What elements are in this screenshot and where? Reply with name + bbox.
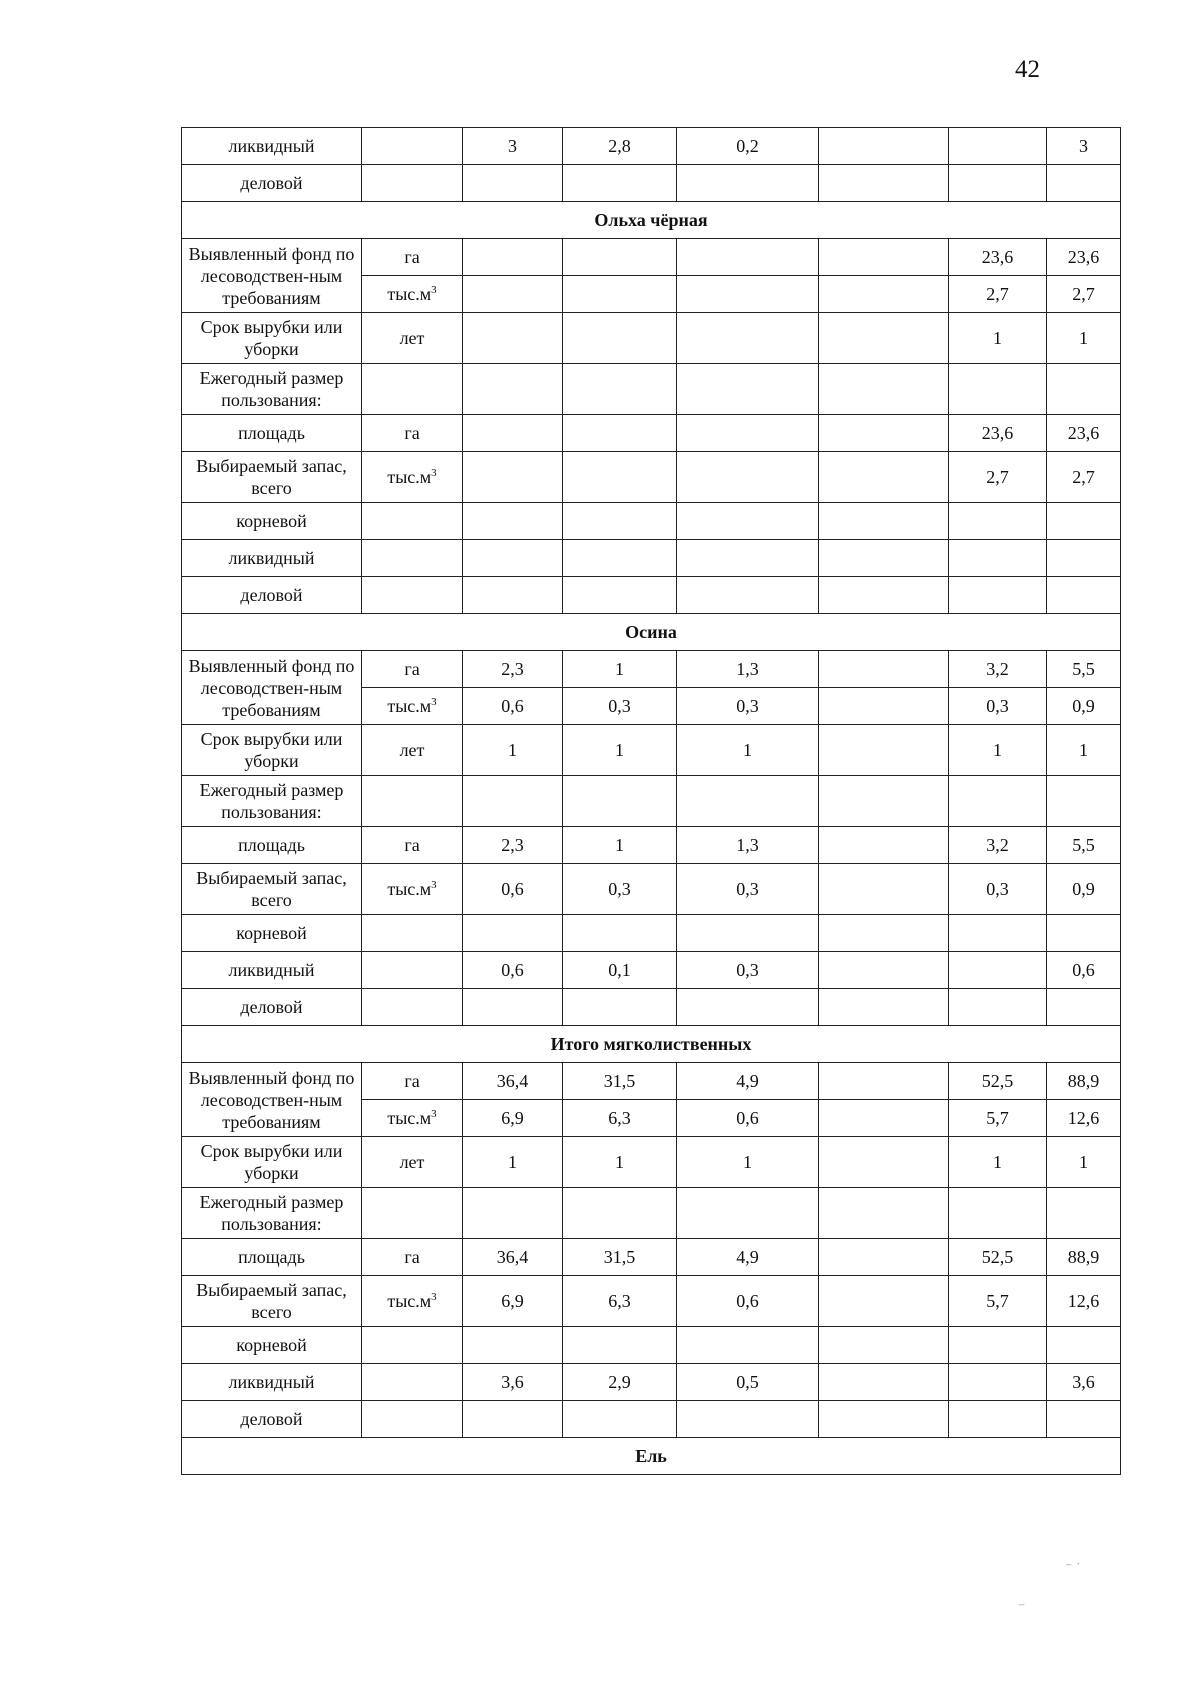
value-cell: 0,2 — [677, 128, 819, 165]
unit-cell — [362, 503, 463, 540]
value-cell — [563, 165, 677, 202]
unit-text: га — [404, 247, 420, 267]
value-cell — [819, 128, 949, 165]
value-cell: 0,6 — [677, 1100, 819, 1137]
unit-superscript: 3 — [431, 1108, 437, 1120]
value-cell: 1 — [677, 1137, 819, 1188]
value-cell: 1 — [949, 1137, 1047, 1188]
value-cell: 5,7 — [949, 1276, 1047, 1327]
empty-cell — [463, 1188, 563, 1239]
value-cell — [819, 313, 949, 364]
forest-usage-table — [181, 127, 1121, 1475]
value-cell: 2,3 — [463, 827, 563, 864]
empty-cell — [819, 776, 949, 827]
value-cell: 2,7 — [949, 276, 1047, 313]
value-cell — [819, 915, 949, 952]
unit-cell — [362, 452, 463, 503]
value-cell: 0,3 — [949, 688, 1047, 725]
section-title: Итого мягколиственных — [182, 1026, 1121, 1063]
row-label: ликвидный — [182, 540, 362, 577]
value-cell — [819, 452, 949, 503]
row-label: корневой — [182, 503, 362, 540]
row-label: деловой — [182, 1401, 362, 1438]
value-cell: 0,6 — [463, 952, 563, 989]
row-label: Срок вырубки или уборки — [182, 313, 362, 364]
empty-cell — [563, 364, 677, 415]
value-cell: 31,5 — [563, 1063, 677, 1100]
value-cell — [949, 989, 1047, 1026]
value-cell — [949, 1327, 1047, 1364]
row-label: деловой — [182, 577, 362, 614]
value-cell — [819, 1239, 949, 1276]
empty-cell — [1047, 1188, 1121, 1239]
value-cell: 0,1 — [563, 952, 677, 989]
empty-cell — [362, 776, 463, 827]
value-cell — [1047, 989, 1121, 1026]
value-cell: 0,9 — [1047, 864, 1121, 915]
value-cell: 2,9 — [563, 1364, 677, 1401]
value-cell: 6,9 — [463, 1100, 563, 1137]
table-row — [182, 864, 1121, 915]
unit-cell — [362, 276, 463, 313]
value-cell — [463, 989, 563, 1026]
row-label: деловой — [182, 165, 362, 202]
value-cell — [677, 577, 819, 614]
value-cell — [677, 1401, 819, 1438]
unit-text: тыс.м — [387, 284, 432, 304]
row-label: ликвидный — [182, 1364, 362, 1401]
value-cell: 0,6 — [463, 688, 563, 725]
unit-cell — [362, 1364, 463, 1401]
value-cell — [463, 276, 563, 313]
row-label: корневой — [182, 915, 362, 952]
table-row — [182, 128, 1121, 165]
value-cell: 0,3 — [563, 688, 677, 725]
row-label: Выбираемый запас, всего — [182, 452, 362, 503]
row-label: ликвидный — [182, 952, 362, 989]
value-cell — [949, 577, 1047, 614]
empty-cell — [677, 776, 819, 827]
value-cell — [463, 915, 563, 952]
value-cell: 0,3 — [563, 864, 677, 915]
empty-cell — [1047, 364, 1121, 415]
unit-cell — [362, 577, 463, 614]
unit-text: тыс.м — [387, 1291, 432, 1311]
value-cell: 52,5 — [949, 1239, 1047, 1276]
value-cell: 12,6 — [1047, 1276, 1121, 1327]
value-cell — [949, 128, 1047, 165]
row-label: Ежегодный размер пользования: — [182, 776, 362, 827]
table-row — [182, 1239, 1121, 1276]
value-cell — [1047, 503, 1121, 540]
value-cell — [677, 276, 819, 313]
empty-cell — [362, 364, 463, 415]
unit-text: тыс.м — [387, 1108, 432, 1128]
value-cell: 1 — [677, 725, 819, 776]
value-cell — [819, 239, 949, 276]
unit-text: тыс.м — [387, 879, 432, 899]
value-cell — [819, 1364, 949, 1401]
value-cell: 3 — [1047, 128, 1121, 165]
row-label: деловой — [182, 989, 362, 1026]
value-cell — [677, 989, 819, 1026]
value-cell — [563, 915, 677, 952]
table-row — [182, 415, 1121, 452]
value-cell — [819, 989, 949, 1026]
unit-text: лет — [399, 1152, 425, 1172]
unit-cell — [362, 952, 463, 989]
value-cell — [463, 239, 563, 276]
row-label: Выявленный фонд по лесоводствен-ным требованиям — [182, 1063, 362, 1137]
empty-cell — [362, 1188, 463, 1239]
value-cell — [463, 415, 563, 452]
section-header-row — [182, 202, 1121, 239]
unit-cell — [362, 864, 463, 915]
value-cell — [463, 1327, 563, 1364]
unit-cell — [362, 1100, 463, 1137]
value-cell — [819, 1100, 949, 1137]
value-cell: 2,7 — [1047, 276, 1121, 313]
section-title: Осина — [182, 614, 1121, 651]
value-cell: 0,9 — [1047, 688, 1121, 725]
empty-cell — [819, 364, 949, 415]
empty-cell — [949, 776, 1047, 827]
value-cell — [1047, 1401, 1121, 1438]
unit-text: тыс.м — [387, 696, 432, 716]
value-cell: 0,6 — [677, 1276, 819, 1327]
value-cell — [563, 239, 677, 276]
value-cell: 4,9 — [677, 1239, 819, 1276]
empty-cell — [463, 364, 563, 415]
empty-cell — [819, 1188, 949, 1239]
unit-text: лет — [399, 328, 425, 348]
row-label: Ежегодный размер пользования: — [182, 364, 362, 415]
value-cell — [819, 577, 949, 614]
value-cell: 1 — [563, 725, 677, 776]
value-cell — [819, 725, 949, 776]
table-row — [182, 1327, 1121, 1364]
empty-cell — [677, 364, 819, 415]
table-row — [182, 577, 1121, 614]
value-cell — [819, 1137, 949, 1188]
value-cell: 3 — [463, 128, 563, 165]
value-cell: 23,6 — [1047, 239, 1121, 276]
table-row — [182, 725, 1121, 776]
value-cell: 3,6 — [463, 1364, 563, 1401]
table-row — [182, 503, 1121, 540]
value-cell: 0,3 — [949, 864, 1047, 915]
value-cell: 1 — [1047, 725, 1121, 776]
empty-cell — [949, 1188, 1047, 1239]
value-cell — [463, 577, 563, 614]
unit-cell — [362, 1276, 463, 1327]
value-cell — [1047, 577, 1121, 614]
value-cell — [563, 452, 677, 503]
value-cell: 1,3 — [677, 651, 819, 688]
section-header-row — [182, 1026, 1121, 1063]
row-label: площадь — [182, 827, 362, 864]
value-cell — [563, 313, 677, 364]
value-cell: 1 — [1047, 1137, 1121, 1188]
value-cell — [819, 1327, 949, 1364]
value-cell — [949, 952, 1047, 989]
value-cell: 1 — [1047, 313, 1121, 364]
value-cell — [677, 540, 819, 577]
value-cell — [563, 1401, 677, 1438]
row-label: площадь — [182, 1239, 362, 1276]
value-cell — [949, 1401, 1047, 1438]
table-row — [182, 1276, 1121, 1327]
value-cell — [949, 540, 1047, 577]
value-cell — [563, 1327, 677, 1364]
unit-cell — [362, 415, 463, 452]
unit-cell — [362, 1401, 463, 1438]
value-cell: 0,3 — [677, 952, 819, 989]
unit-superscript: 3 — [431, 1291, 437, 1303]
unit-cell — [362, 989, 463, 1026]
value-cell — [677, 313, 819, 364]
value-cell — [819, 827, 949, 864]
value-cell — [563, 577, 677, 614]
value-cell: 5,7 — [949, 1100, 1047, 1137]
row-label: Выбираемый запас, всего — [182, 864, 362, 915]
value-cell: 2,3 — [463, 651, 563, 688]
unit-superscript: 3 — [431, 467, 437, 479]
value-cell: 0,6 — [1047, 952, 1121, 989]
value-cell — [819, 952, 949, 989]
value-cell: 1 — [949, 313, 1047, 364]
section-title: Ольха чёрная — [182, 202, 1121, 239]
value-cell — [949, 1364, 1047, 1401]
unit-superscript: 3 — [431, 879, 437, 891]
value-cell: 52,5 — [949, 1063, 1047, 1100]
row-label: корневой — [182, 1327, 362, 1364]
table-row — [182, 1063, 1121, 1100]
value-cell — [463, 503, 563, 540]
value-cell: 2,7 — [949, 452, 1047, 503]
unit-cell — [362, 651, 463, 688]
value-cell: 6,9 — [463, 1276, 563, 1327]
value-cell: 12,6 — [1047, 1100, 1121, 1137]
table-row — [182, 989, 1121, 1026]
unit-text: га — [404, 835, 420, 855]
value-cell — [819, 688, 949, 725]
value-cell — [563, 989, 677, 1026]
page-number: 42 — [1015, 56, 1040, 83]
value-cell — [677, 503, 819, 540]
table-row — [182, 239, 1121, 276]
value-cell — [1047, 915, 1121, 952]
value-cell: 5,5 — [1047, 651, 1121, 688]
value-cell — [819, 1401, 949, 1438]
value-cell — [677, 915, 819, 952]
section-title: Ель — [182, 1438, 1121, 1475]
value-cell — [677, 165, 819, 202]
unit-cell — [362, 239, 463, 276]
table-row — [182, 915, 1121, 952]
unit-cell — [362, 915, 463, 952]
empty-cell — [677, 1188, 819, 1239]
value-cell — [949, 165, 1047, 202]
unit-superscript: 3 — [431, 696, 437, 708]
value-cell: 1 — [563, 1137, 677, 1188]
value-cell — [819, 864, 949, 915]
value-cell — [463, 452, 563, 503]
unit-text: га — [404, 423, 420, 443]
table-row — [182, 1137, 1121, 1188]
value-cell — [1047, 540, 1121, 577]
value-cell: 88,9 — [1047, 1063, 1121, 1100]
row-label: Ежегодный размер пользования: — [182, 1188, 362, 1239]
value-cell — [463, 1401, 563, 1438]
value-cell: 23,6 — [949, 239, 1047, 276]
unit-cell — [362, 725, 463, 776]
value-cell — [819, 503, 949, 540]
value-cell: 4,9 — [677, 1063, 819, 1100]
row-label: Выбираемый запас, всего — [182, 1276, 362, 1327]
value-cell: 36,4 — [463, 1239, 563, 1276]
value-cell — [1047, 165, 1121, 202]
empty-cell — [463, 776, 563, 827]
value-cell: 6,3 — [563, 1276, 677, 1327]
value-cell — [819, 276, 949, 313]
table-row — [182, 313, 1121, 364]
value-cell: 1 — [949, 725, 1047, 776]
unit-text: га — [404, 1071, 420, 1091]
value-cell: 1 — [463, 1137, 563, 1188]
scan-speck: ⁻ — [1018, 1601, 1026, 1616]
value-cell — [463, 540, 563, 577]
value-cell — [819, 651, 949, 688]
value-cell — [819, 415, 949, 452]
table-row — [182, 364, 1121, 415]
empty-cell — [563, 776, 677, 827]
value-cell: 0,3 — [677, 688, 819, 725]
unit-cell — [362, 827, 463, 864]
empty-cell — [949, 364, 1047, 415]
table-row — [182, 540, 1121, 577]
value-cell: 1 — [563, 651, 677, 688]
row-label: ликвидный — [182, 128, 362, 165]
unit-text: лет — [399, 740, 425, 760]
value-cell: 36,4 — [463, 1063, 563, 1100]
value-cell — [819, 540, 949, 577]
value-cell: 23,6 — [1047, 415, 1121, 452]
table-row — [182, 651, 1121, 688]
value-cell — [949, 503, 1047, 540]
section-header-row — [182, 614, 1121, 651]
unit-cell — [362, 1239, 463, 1276]
table-row — [182, 952, 1121, 989]
value-cell: 1,3 — [677, 827, 819, 864]
unit-superscript: 3 — [431, 284, 437, 296]
value-cell: 23,6 — [949, 415, 1047, 452]
row-label: Срок вырубки или уборки — [182, 1137, 362, 1188]
value-cell: 0,5 — [677, 1364, 819, 1401]
value-cell — [463, 165, 563, 202]
unit-cell — [362, 128, 463, 165]
value-cell: 1 — [463, 725, 563, 776]
empty-cell — [1047, 776, 1121, 827]
table-row — [182, 1401, 1121, 1438]
value-cell: 5,5 — [1047, 827, 1121, 864]
table-row — [182, 827, 1121, 864]
section-header-row — [182, 1438, 1121, 1475]
value-cell: 1 — [563, 827, 677, 864]
value-cell: 6,3 — [563, 1100, 677, 1137]
value-cell — [463, 313, 563, 364]
value-cell: 31,5 — [563, 1239, 677, 1276]
unit-cell — [362, 540, 463, 577]
value-cell — [949, 915, 1047, 952]
value-cell — [563, 503, 677, 540]
row-label: Выявленный фонд по лесоводствен-ным требованиям — [182, 239, 362, 313]
unit-cell — [362, 1137, 463, 1188]
unit-cell — [362, 688, 463, 725]
unit-cell — [362, 1327, 463, 1364]
value-cell: 88,9 — [1047, 1239, 1121, 1276]
value-cell: 2,7 — [1047, 452, 1121, 503]
table-row — [182, 165, 1121, 202]
row-label: Срок вырубки или уборки — [182, 725, 362, 776]
value-cell: 3,2 — [949, 651, 1047, 688]
row-label: Выявленный фонд по лесоводствен-ным требованиям — [182, 651, 362, 725]
value-cell — [563, 276, 677, 313]
table-row — [182, 452, 1121, 503]
value-cell: 2,8 — [563, 128, 677, 165]
value-cell: 0,3 — [677, 864, 819, 915]
value-cell — [677, 452, 819, 503]
unit-text: га — [404, 659, 420, 679]
scan-speck: ⁻ ˙ — [1065, 1561, 1081, 1576]
value-cell: 0,6 — [463, 864, 563, 915]
unit-cell — [362, 165, 463, 202]
value-cell: 3,2 — [949, 827, 1047, 864]
unit-cell — [362, 1063, 463, 1100]
unit-text: га — [404, 1247, 420, 1267]
empty-cell — [563, 1188, 677, 1239]
value-cell — [677, 239, 819, 276]
unit-text: тыс.м — [387, 467, 432, 487]
table-row — [182, 1364, 1121, 1401]
value-cell — [563, 540, 677, 577]
table-row — [182, 1188, 1121, 1239]
value-cell — [819, 1063, 949, 1100]
value-cell — [819, 1276, 949, 1327]
value-cell — [1047, 1327, 1121, 1364]
unit-cell — [362, 313, 463, 364]
value-cell — [819, 165, 949, 202]
value-cell — [563, 415, 677, 452]
value-cell — [677, 1327, 819, 1364]
table-row — [182, 776, 1121, 827]
value-cell — [677, 415, 819, 452]
row-label: площадь — [182, 415, 362, 452]
value-cell: 3,6 — [1047, 1364, 1121, 1401]
